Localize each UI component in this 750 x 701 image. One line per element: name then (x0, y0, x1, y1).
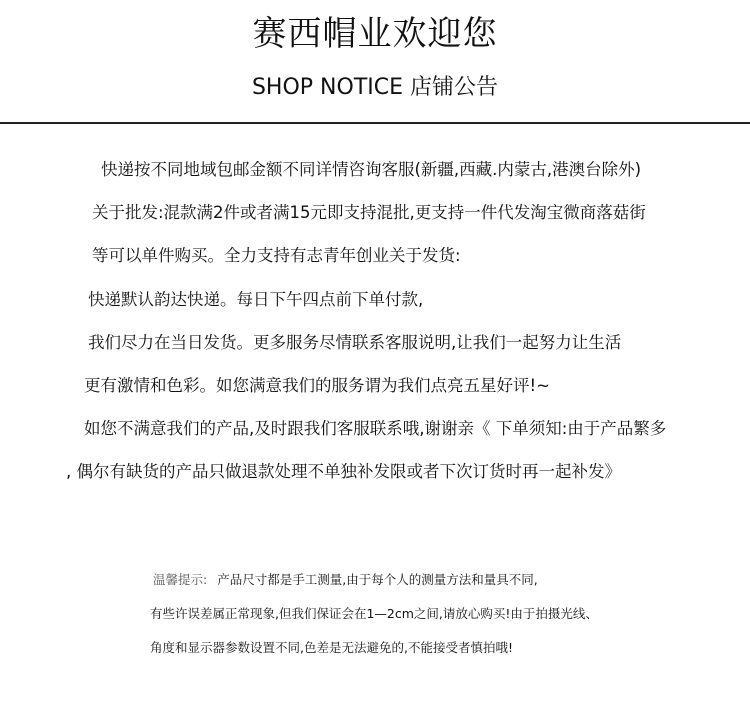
header-divider (0, 122, 750, 124)
notice-line-courier: 快递默认韵达快递。每日下午四点前下单付款, (88, 290, 424, 309)
page-title: 赛西帽业欢迎您 (252, 14, 498, 54)
notice-line-out-of-stock: , 偶尔有缺货的产品只做退款处理不单独补发限或者下次订货时再一起补发》 (66, 462, 621, 481)
page-subtitle: SHOP NOTICE 店铺公告 (251, 75, 499, 100)
tips-line-1 (153, 570, 538, 590)
notice-line-review: 更有激情和色彩。如您满意我们的服务谓为我们点亮五星好评!~ (84, 376, 550, 395)
notice-line-wholesale: 关于批发:混款满2件或者满15元即支持混批,更支持一件代发淘宝微商落菇街 (92, 203, 646, 222)
notice-line-shipping: 快递按不同地域包邮金额不同详情咨询客服(新疆,西藏.内蒙古,港澳台除外) (101, 160, 642, 179)
notice-line-contact: 如您不满意我们的产品,及时跟我们客服联系哦,谢谢亲《 下单须知:由于产品繁多 (84, 419, 667, 438)
tips-line-2: 有些许误差属正常现象,但我们保证会在1—2cm之间,请放心购买!由于拍摄光线、 (150, 606, 598, 621)
tips-line-3: 角度和显示器参数设置不同,色差是无法避免的,不能接受者慎拍哦! (150, 640, 513, 655)
notice-line-same-day: 我们尽力在当日发货。更多服务尽情联系客服说明,让我们一起努力让生活 (88, 333, 622, 352)
notice-line-single-purchase: 等可以单件购买。全力支持有志青年创业关于发货: (92, 246, 461, 265)
tips-label: 温馨提示: (153, 572, 208, 587)
tips-text: 产品尺寸都是手工测量,由于每个人的测量方法和量具不同, (217, 572, 538, 587)
